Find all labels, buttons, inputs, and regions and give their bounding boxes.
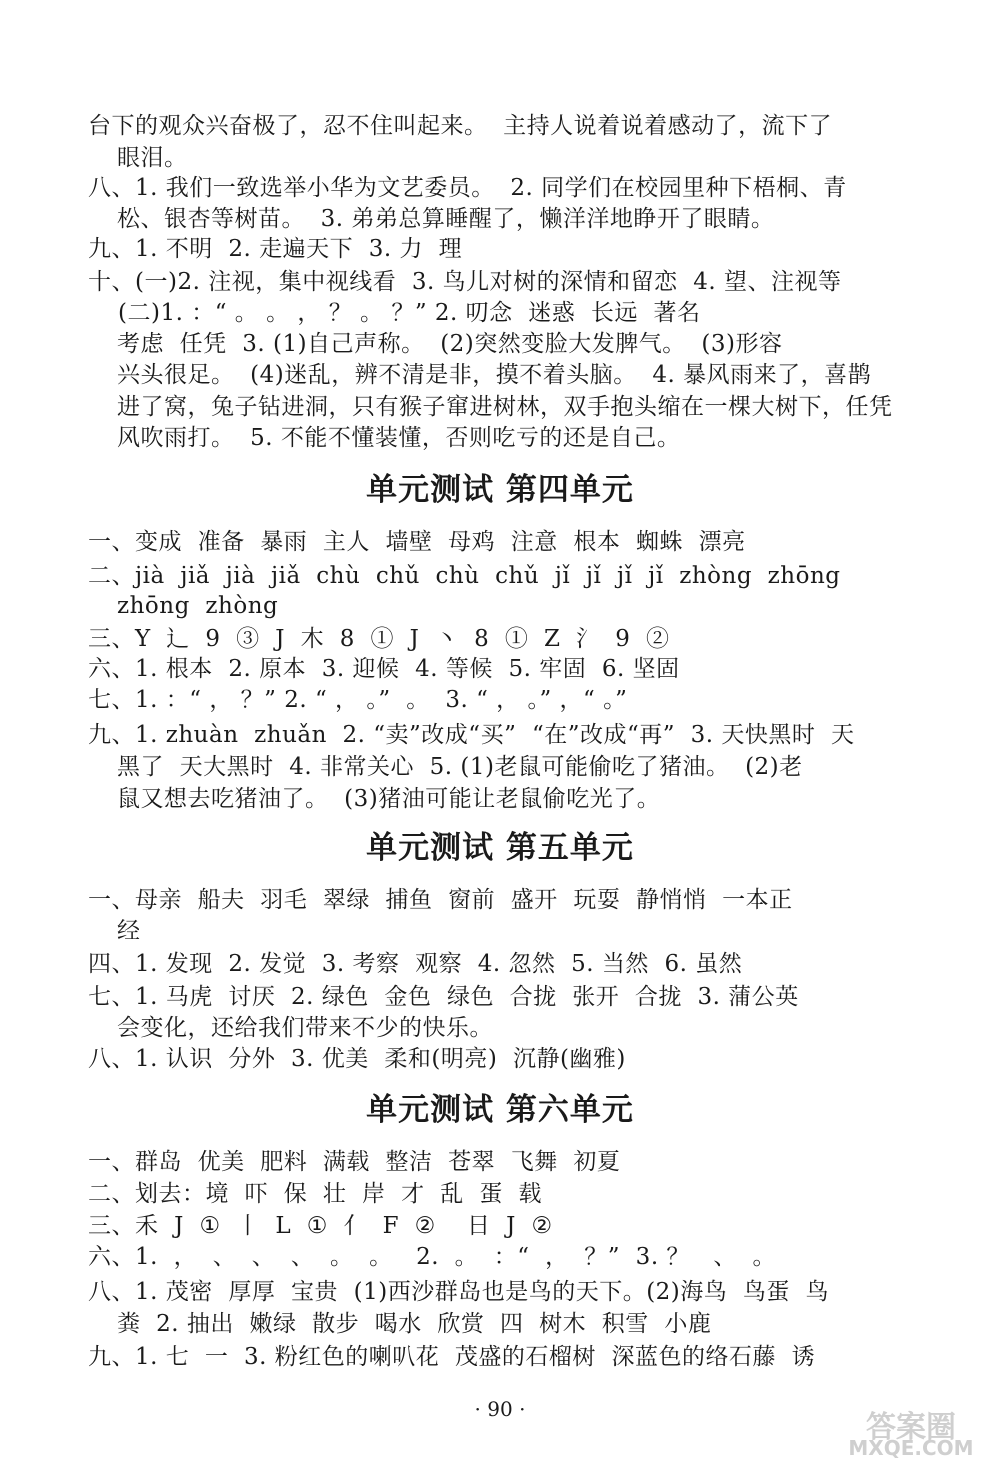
section-heading: 单元测试 第六单元 — [366, 1092, 634, 1128]
text-line: 进了窝，兔子钻进洞，只有猴子窜进树林，双手抱头缩在一棵大树下，任凭 — [117, 394, 893, 420]
text-line: 台下的观众兴奋极了，忍不住叫起来。 主持人说着说着感动了，流下了 — [88, 113, 833, 139]
page-number: · 90 · — [474, 1397, 526, 1421]
text-line: 九、1. 不明 2. 走遍天下 3. 力 理 — [88, 236, 463, 262]
text-line: 松、银杏等树苗。 3. 弟弟总算睡醒了，懒洋洋地睁开了眼睛。 — [117, 206, 775, 232]
text-line: 会变化，还给我们带来不少的快乐。 — [117, 1015, 493, 1041]
watermark-url: MXQE.COM — [848, 1436, 974, 1460]
text-line: 三、Y 辶 9 ③ J 木 8 ① J 丶 8 ① Z 氵 9 ② — [88, 626, 670, 652]
text-line: 六、1. 根本 2. 原本 3. 迎候 4. 等候 5. 牢固 6. 坚固 — [88, 656, 680, 682]
text-line: 一、母亲 船夫 羽毛 翠绿 捕鱼 窗前 盛开 玩耍 静悄悄 一本正 — [88, 887, 793, 913]
text-line: 黑了 天大黑时 4. 非常关心 5. (1)老鼠可能偷吃了猪油。 (2)老 — [117, 754, 803, 780]
watermark-logo — [836, 1402, 986, 1460]
text-line: 眼泪。 — [117, 145, 188, 171]
text-line: 七、1. 马虎 讨厌 2. 绿色 金色 绿色 合拢 张开 合拢 3. 蒲公英 — [88, 984, 799, 1010]
text-line: 八、1. 认识 分外 3. 优美 柔和(明亮) 沉静(幽雅) — [88, 1046, 626, 1072]
text-line: 风吹雨打。 5. 不能不懂装懂，否则吃亏的还是自己。 — [117, 425, 681, 451]
text-line: 九、1. 七 一 3. 粉红色的喇叭花 茂盛的石榴树 深蓝色的络石藤 诱 — [88, 1344, 816, 1370]
text-line: 四、1. 发现 2. 发觉 3. 考察 观察 4. 忽然 5. 当然 6. 虽然 — [88, 951, 743, 977]
text-line: zhōng zhòng — [117, 593, 279, 619]
text-line: 兴头很足。 (4)迷乱，辨不清是非，摸不着头脑。 4. 暴风雨来了，喜鹊 — [117, 362, 872, 388]
text-line: 考虑 任凭 3. (1)自己声称。 (2)突然变脸大发脾气。 (3)形容 — [117, 331, 783, 357]
text-line: 八、1. 我们一致选举小华为文艺委员。 2. 同学们在校园里种下梧桐、青 — [88, 175, 847, 201]
text-line: 二、划去：境 吓 保 壮 岸 才 乱 蛋 载 — [88, 1181, 542, 1207]
section-heading: 单元测试 第四单元 — [366, 472, 634, 508]
text-line: 一、变成 准备 暴雨 主人 墙壁 母鸡 注意 根本 蜘蛛 漂亮 — [88, 529, 746, 555]
text-line: 十、(一)2. 注视，集中视线看 3. 鸟儿对树的深情和留恋 4. 望、注视等 — [88, 269, 842, 295]
watermark-logo-text: 答案圈 — [866, 1410, 956, 1445]
text-line: 六、1. ， 、 、 、 。 。 2. 。 ：“ ， ？” 3. ？ 、 。 — [88, 1244, 776, 1270]
text-line: 粪 2. 抽出 嫩绿 散步 喝水 欣赏 四 树木 积雪 小鹿 — [117, 1311, 712, 1337]
section-heading: 单元测试 第五单元 — [366, 830, 634, 866]
text-line: 九、1. zhuàn zhuǎn 2. “卖”改成“买” “在”改成“再” 3. 天快黑时 天 — [88, 722, 855, 748]
text-line: 经 — [117, 918, 141, 944]
text-line: (二)1. ：“ 。 。 ， ？ 。 ？” 2. 叨念 迷惑 长远 著名 — [118, 300, 701, 326]
text-line: 二、jià jiǎ jià jiǎ chù chǔ chù chǔ jǐ jǐ jǐ jǐ zhòng zhōng — [88, 563, 841, 589]
text-line: 八、1. 茂密 厚厚 宝贵 (1)西沙群岛也是鸟的天下。(2)海鸟 鸟蛋 鸟 — [88, 1279, 830, 1305]
text-line: 鼠又想去吃猪油了。 (3)猪油可能让老鼠偷吃光了。 — [117, 786, 661, 812]
text-line: 一、群岛 优美 肥料 满载 整洁 苍翠 飞舞 初夏 — [88, 1149, 621, 1175]
text-line: 三、禾 J ① 丨 L ① 亻 F ② 日 J ② — [88, 1213, 553, 1239]
text-line: 七、1. ：“ ， ？” 2. “ ， 。” 。 3. “ ， 。” ，“ 。” — [88, 687, 628, 713]
